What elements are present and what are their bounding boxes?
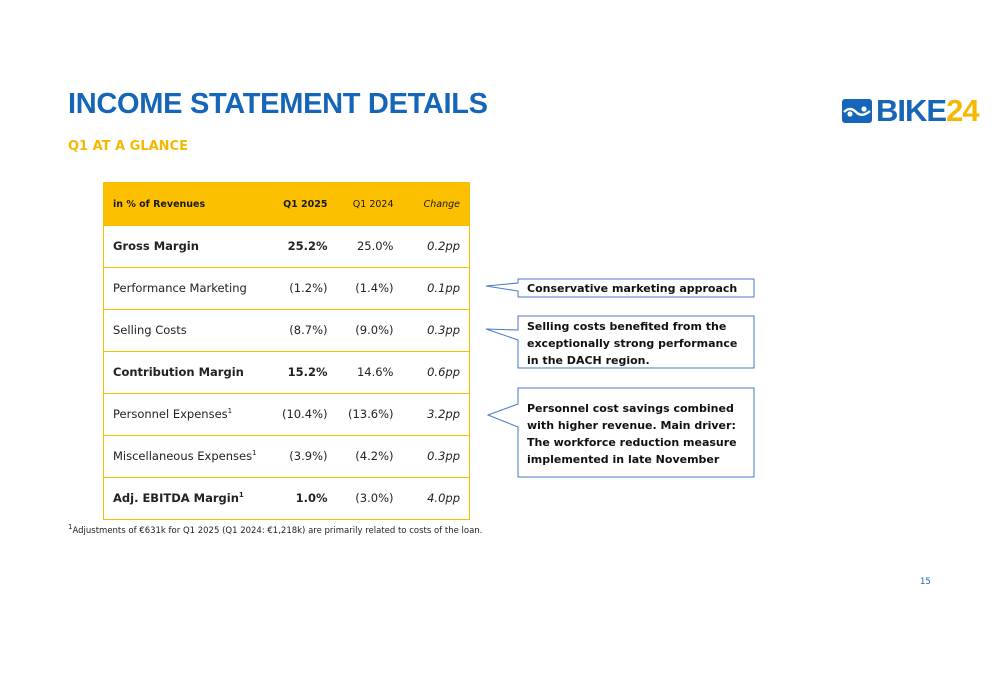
row-q1-2025: 15.2% [267, 352, 337, 394]
row-q1-2024: (3.0%) [337, 478, 403, 520]
row-q1-2024: 25.0% [337, 226, 403, 268]
row-change: 4.0pp [403, 478, 470, 520]
header-q1-2024: Q1 2024 [337, 183, 403, 226]
page-title: INCOME STATEMENT DETAILS [68, 88, 488, 120]
footnote: $^1$Adjustments of €631k for Q1 2025 (Q1 2024: €1,218k) are primarily related to costs of the loan. [68, 523, 483, 536]
header-q1-2025: Q1 2025 [267, 183, 337, 226]
header-label: in % of Revenues [104, 183, 267, 226]
row-label: Adj. EBITDA Margin$^1$ [104, 478, 267, 520]
row-q1-2025: (1.2%) [267, 268, 337, 310]
row-change: 0.3pp [403, 310, 470, 352]
row-q1-2025: (8.7%) [267, 310, 337, 352]
row-change: 0.6pp [403, 352, 470, 394]
row-q1-2025: (10.4%) [267, 394, 337, 436]
row-change: 0.3pp [403, 436, 470, 478]
page-subtitle: Q1 AT A GLANCE [68, 139, 188, 154]
header-change: Change [403, 183, 470, 226]
callout-selling-text: Selling costs benefited from the exceptionally strong performance in the DACH region. [527, 320, 738, 367]
row-q1-2025: 25.2% [267, 226, 337, 268]
row-q1-2024: (4.2%) [337, 436, 403, 478]
row-q1-2024: 14.6% [337, 352, 403, 394]
row-label: Gross Margin [104, 226, 267, 268]
row-label: Contribution Margin [104, 352, 267, 394]
row-label: Performance Marketing [104, 268, 267, 310]
row-change: 0.1pp [403, 268, 470, 310]
row-q1-2024: (13.6%) [337, 394, 403, 436]
row-label: Personnel Expenses$^1$ [104, 394, 267, 436]
logo-wordmark: BIKE24 [876, 93, 979, 128]
row-q1-2024: (9.0%) [337, 310, 403, 352]
row-label: Miscellaneous Expenses$^1$ [104, 436, 267, 478]
row-q1-2024: (1.4%) [337, 268, 403, 310]
row-change: 3.2pp [403, 394, 470, 436]
callout-marketing-text: Conservative marketing approach [527, 282, 738, 295]
row-q1-2025: 1.0% [267, 478, 337, 520]
row-change: 0.2pp [403, 226, 470, 268]
row-label: Selling Costs [104, 310, 267, 352]
callout-personnel-text: Personnel cost savings combined with higher revenue. Main driver: The workforce reduction measure implemented in late November [527, 402, 737, 466]
page-number: 15 [920, 577, 931, 587]
row-q1-2025: (3.9%) [267, 436, 337, 478]
